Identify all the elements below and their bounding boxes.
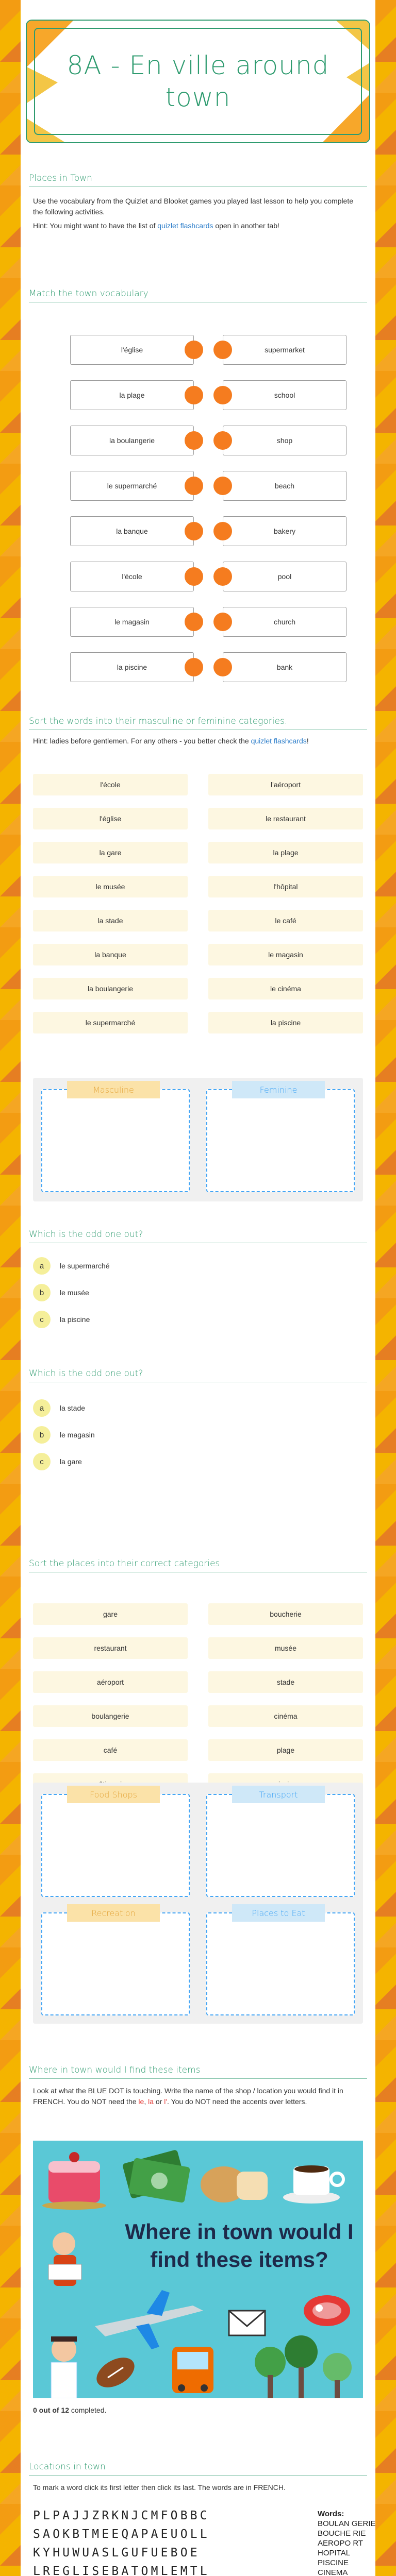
- gender-hint: [33, 736, 363, 747]
- items-picture[interactable]: [33, 2141, 363, 2398]
- draggable-word[interactable]: la banque: [33, 944, 188, 965]
- draggable-word[interactable]: l'hôpital: [208, 876, 363, 897]
- match-right-connector[interactable]: [213, 613, 232, 631]
- match-right-item[interactable]: church: [223, 607, 346, 637]
- instr-part: Look at what the BLUE DOT is touching. Write the name of the shop / location you would find it in FRENCH. You do NOT need the: [33, 2087, 343, 2106]
- match-right-item[interactable]: school: [223, 380, 346, 410]
- word-list-item: CINEMA: [318, 2568, 348, 2576]
- places-to-eat-drop-zone[interactable]: [206, 1912, 355, 2015]
- masculine-banner: Masculine: [67, 1081, 160, 1098]
- wordsearch-heading: Locations in town: [29, 2462, 106, 2472]
- match-right-item[interactable]: pool: [223, 562, 346, 591]
- answer-option[interactable]: [33, 1257, 110, 1275]
- grid-row[interactable]: SAOKBTMEEQAPAEUOLL: [33, 2528, 210, 2541]
- match-left-item[interactable]: la plage: [70, 380, 194, 410]
- article-la: la: [148, 2097, 154, 2106]
- draggable-word[interactable]: l'aéroport: [208, 774, 363, 795]
- answer-option[interactable]: [33, 1426, 95, 1444]
- match-right-item[interactable]: shop: [223, 426, 346, 455]
- items-heading: Where in town would I find these items: [29, 2065, 201, 2075]
- draggable-word[interactable]: la piscine: [208, 1012, 363, 1033]
- hint-prefix: Hint: You might want to have the list of: [33, 222, 158, 230]
- draggable-word[interactable]: gare: [33, 1603, 188, 1625]
- word-list-label: Words:: [318, 2510, 344, 2518]
- word-list-item: PISCINE: [318, 2558, 349, 2567]
- match-right-connector[interactable]: [213, 658, 232, 676]
- divider: [29, 2078, 367, 2079]
- intro-hint: [33, 221, 363, 231]
- match-left-connector[interactable]: [185, 522, 203, 540]
- word-list-item: BOUCHE RIE: [318, 2529, 366, 2538]
- word-list-item: AEROPO RT: [318, 2539, 364, 2548]
- masculine-drop-zone[interactable]: [41, 1089, 190, 1192]
- grid-row[interactable]: LREGLISEBATOMLEMTL: [33, 2565, 210, 2576]
- word-list-item: BOULAN GERIE: [318, 2519, 376, 2528]
- answer-option[interactable]: [33, 1284, 89, 1301]
- wordsearch-instructions: To mark a word click its first letter then click its last. The words are in FRENCH.: [33, 2483, 286, 2492]
- coffee-icon: [283, 2165, 343, 2204]
- match-right-item[interactable]: supermarket: [223, 335, 346, 365]
- option-letter: a: [33, 1399, 51, 1417]
- recreation-banner: Recreation: [67, 1904, 160, 1922]
- wordsearch-grid[interactable]: [33, 2509, 210, 2576]
- draggable-word[interactable]: le magasin: [208, 944, 363, 965]
- match-left-connector[interactable]: [185, 658, 203, 676]
- draggable-word[interactable]: musée: [208, 1637, 363, 1659]
- progress-suffix: completed.: [69, 2406, 107, 2414]
- word-list-items: [318, 2519, 390, 2576]
- option-label: la piscine: [60, 1315, 90, 1324]
- hint-suffix: open in another tab!: [213, 222, 279, 230]
- match-left-item[interactable]: le supermarché: [70, 471, 194, 501]
- instr-part: . You do NOT need the accents over letters.: [167, 2097, 307, 2106]
- match-right-item[interactable]: bank: [223, 652, 346, 682]
- bus-icon: [172, 2347, 213, 2393]
- match-left-item[interactable]: la boulangerie: [70, 426, 194, 455]
- match-left-item[interactable]: l'église: [70, 335, 194, 365]
- page-content: [21, 0, 375, 2576]
- answer-option[interactable]: [33, 1311, 90, 1328]
- match-heading: Match the town vocabulary: [29, 289, 148, 299]
- draggable-word[interactable]: l'église: [33, 808, 188, 829]
- intro-paragraph: Use the vocabulary from the Quizlet and Blooket games you played last lesson to help you complete the following activities.: [33, 197, 354, 216]
- draggable-word[interactable]: la gare: [33, 842, 188, 863]
- progress-count: 0 out of 12: [33, 2406, 70, 2414]
- draggable-word[interactable]: le café: [208, 910, 363, 931]
- draggable-word[interactable]: plage: [208, 1739, 363, 1761]
- draggable-word[interactable]: stade: [208, 1671, 363, 1693]
- match-right-item[interactable]: beach: [223, 471, 346, 501]
- word-list-item: HOPITAL: [318, 2549, 351, 2557]
- draggable-word[interactable]: le restaurant: [208, 808, 363, 829]
- draggable-word[interactable]: l'école: [33, 774, 188, 795]
- places-heading: Sort the places into their correct categories: [29, 1558, 220, 1569]
- places-to-eat-banner: Places to Eat: [232, 1904, 325, 1922]
- plane-icon: [95, 2290, 203, 2349]
- match-left-item[interactable]: l'école: [70, 562, 194, 591]
- match-left-connector[interactable]: [185, 341, 203, 359]
- match-left-connector[interactable]: [185, 431, 203, 450]
- option-label: le supermarché: [60, 1262, 110, 1270]
- match-right-connector[interactable]: [213, 522, 232, 540]
- header-inner: [34, 28, 362, 135]
- gender-drop-area: [33, 1078, 363, 1201]
- match-right-connector[interactable]: [213, 431, 232, 450]
- option-letter: c: [33, 1311, 51, 1328]
- option-label: le magasin: [60, 1431, 95, 1439]
- gender-hint-prefix: Hint: ladies before gentlemen. For any others - you better check the: [33, 737, 251, 745]
- draggable-word[interactable]: cinéma: [208, 1705, 363, 1727]
- draggable-word[interactable]: boucherie: [208, 1603, 363, 1625]
- money-icon: [122, 2149, 190, 2203]
- draggable-word[interactable]: café: [33, 1739, 188, 1761]
- match-left-item[interactable]: la piscine: [70, 652, 194, 682]
- draggable-word[interactable]: la boulangerie: [33, 978, 188, 999]
- food-shops-drop-zone[interactable]: [41, 1794, 190, 1897]
- caption-line-1: Where in town would I: [125, 2219, 354, 2244]
- answer-option[interactable]: [33, 1453, 82, 1470]
- match-left-item[interactable]: le magasin: [70, 607, 194, 637]
- page-title: 8A - En ville around town: [67, 50, 329, 112]
- draggable-word[interactable]: la stade: [33, 910, 188, 931]
- cake-icon: [42, 2152, 106, 2210]
- article-le: le: [138, 2097, 144, 2106]
- picture-caption: [121, 2218, 358, 2274]
- steak-icon: [304, 2295, 350, 2326]
- header-card: [26, 20, 370, 143]
- caption-line-2: find these items?: [150, 2247, 328, 2272]
- gender-heading: Sort the words into their masculine or feminine categories.: [29, 716, 288, 726]
- grid-row[interactable]: PLPAJJZRKNJCMFOBBC: [33, 2509, 210, 2522]
- grid-row[interactable]: KYHUWUASLGUFUEBOE: [33, 2546, 200, 2560]
- match-right-connector[interactable]: [213, 386, 232, 404]
- football-icon: [91, 2351, 139, 2394]
- match-right-connector[interactable]: [213, 341, 232, 359]
- instr-sep: ,: [144, 2097, 148, 2106]
- quizlet-link[interactable]: quizlet flashcards: [157, 222, 213, 230]
- match-left-connector[interactable]: [185, 477, 203, 495]
- intro-heading: Places in Town: [29, 173, 92, 183]
- option-label: la stade: [60, 1404, 86, 1412]
- draggable-word[interactable]: le supermarché: [33, 1012, 188, 1033]
- option-letter: c: [33, 1453, 51, 1470]
- draggable-word[interactable]: la plage: [208, 842, 363, 863]
- transport-banner: Transport: [232, 1786, 325, 1803]
- bread-icon: [201, 2166, 268, 2202]
- divider: [29, 2475, 367, 2476]
- envelope-icon: [229, 2311, 265, 2335]
- recreation-drop-zone[interactable]: [41, 1912, 190, 2015]
- match-right-connector[interactable]: [213, 567, 232, 586]
- match-left-connector[interactable]: [185, 386, 203, 404]
- odd1-heading: Which is the odd one out?: [29, 1229, 143, 1240]
- places-drop-area: [33, 1783, 363, 2024]
- match-left-connector[interactable]: [185, 613, 203, 631]
- draggable-word[interactable]: boulangerie: [33, 1705, 188, 1727]
- quizlet-link[interactable]: quizlet flashcards: [251, 737, 307, 745]
- odd2-heading: Which is the odd one out?: [29, 1368, 143, 1379]
- option-letter: b: [33, 1284, 51, 1301]
- article-l: l': [164, 2097, 168, 2106]
- option-letter: b: [33, 1426, 51, 1444]
- draggable-word[interactable]: le cinéma: [208, 978, 363, 999]
- feminine-banner: Feminine: [232, 1081, 325, 1098]
- items-instructions: [33, 2086, 363, 2107]
- match-right-connector[interactable]: [213, 477, 232, 495]
- draggable-word[interactable]: restaurant: [33, 1637, 188, 1659]
- doctor-icon: [51, 2336, 77, 2398]
- transport-drop-zone[interactable]: [206, 1794, 355, 1897]
- option-letter: a: [33, 1257, 51, 1275]
- option-label: la gare: [60, 1458, 82, 1466]
- trees-icon: [255, 2335, 352, 2398]
- draggable-word[interactable]: aéroport: [33, 1671, 188, 1693]
- option-label: le musée: [60, 1289, 89, 1297]
- progress-status: [33, 2405, 363, 2416]
- gender-hint-suffix: !: [306, 737, 309, 745]
- match-right-item[interactable]: bakery: [223, 516, 346, 546]
- match-left-connector[interactable]: [185, 567, 203, 586]
- word-list: [318, 2509, 390, 2576]
- answer-option[interactable]: [33, 1399, 85, 1417]
- boy-reading-icon: [48, 2232, 81, 2286]
- draggable-word[interactable]: le musée: [33, 876, 188, 897]
- feminine-drop-zone[interactable]: [206, 1089, 355, 1192]
- instr-sep: or: [154, 2097, 164, 2106]
- match-left-item[interactable]: la banque: [70, 516, 194, 546]
- food-shops-banner: Food Shops: [67, 1786, 160, 1803]
